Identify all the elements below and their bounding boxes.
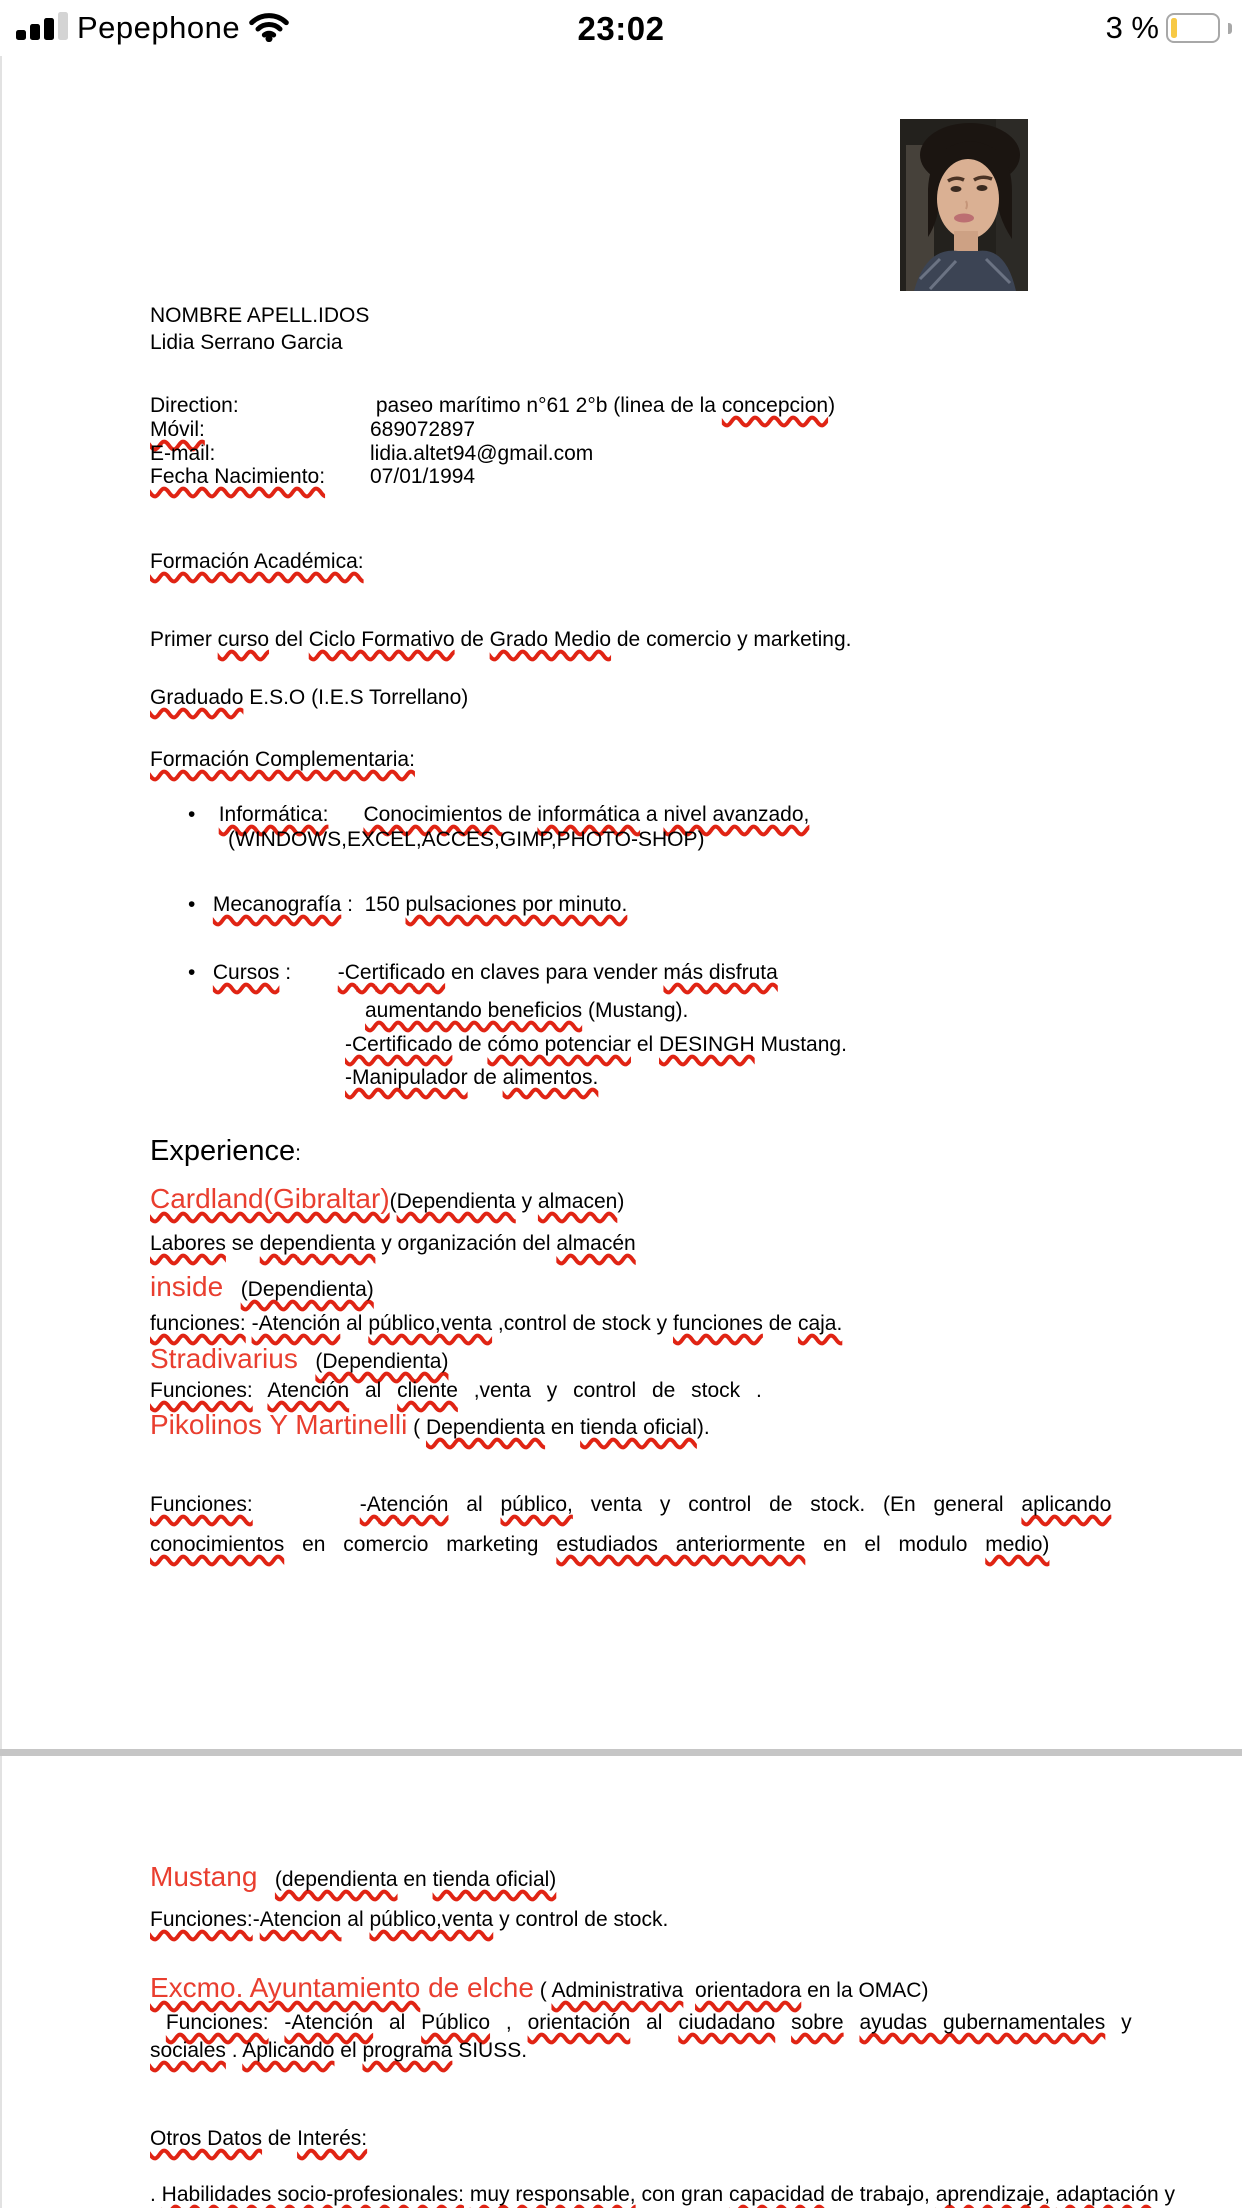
text-line xyxy=(150,1182,624,1216)
misspelled-text: orientadora xyxy=(695,1979,802,2002)
text-segment: NOMBRE APELL.IDOS xyxy=(150,304,370,327)
misspelled-text: aprendizaje, xyxy=(935,2183,1051,2206)
battery-percent: 3 % xyxy=(1105,10,1159,45)
misspelled-text: almacén xyxy=(556,1232,636,1255)
text-segment: inside xyxy=(150,1271,224,1302)
battery-cap xyxy=(1228,23,1232,34)
text-segment: • xyxy=(188,961,213,984)
misspelled-text: Interés: xyxy=(297,2127,368,2150)
text-line xyxy=(370,464,475,489)
text-segment: paseo marítimo n°61 2°b (linea de la xyxy=(370,394,722,417)
misspelled-text: aplicando xyxy=(1021,1493,1112,1516)
text-line xyxy=(370,441,593,466)
text-line xyxy=(150,417,205,442)
text-line xyxy=(188,802,809,827)
text-segment: E.S.O (I.E.S Torrellano) xyxy=(243,686,469,709)
misspelled-text: Conocimientos xyxy=(363,803,503,826)
text-segment: se xyxy=(225,1232,260,1255)
misspelled-text: sociales xyxy=(150,2039,226,2062)
misspelled-text: dependienta xyxy=(259,1232,376,1255)
text-segment: • xyxy=(188,893,213,916)
text-segment: . xyxy=(150,2183,162,2206)
text-line xyxy=(150,2182,1175,2207)
text-line xyxy=(370,417,475,442)
text-segment: (Mustang). xyxy=(582,999,689,1022)
text-segment: de elche xyxy=(420,1972,534,2003)
misspelled-text: Fecha Nacimiento: xyxy=(150,465,326,488)
text-line xyxy=(150,441,215,466)
text-segment: en comercio marketing xyxy=(284,1533,557,1556)
text-segment: de xyxy=(502,803,538,826)
misspelled-text: Aplicando xyxy=(242,2039,335,2062)
misspelled-text: medio) xyxy=(985,1533,1050,1556)
text-segment: lidia.altet94@gmail.com xyxy=(370,442,594,465)
text-line xyxy=(150,685,468,710)
text-line xyxy=(150,303,369,328)
text-segment: de trabajo, xyxy=(824,2183,936,2206)
misspelled-text: -Atención xyxy=(359,1493,449,1516)
text-line xyxy=(188,960,778,985)
misspelled-text: Funciones: xyxy=(150,1908,253,1931)
text-segment: Lidia Serrano Garcia xyxy=(150,331,343,354)
text-line xyxy=(345,1032,847,1057)
text-segment: y organización del xyxy=(375,1232,557,1255)
misspelled-text: caja. xyxy=(797,1312,843,1335)
text-segment: al xyxy=(341,1908,370,1931)
text-segment: y xyxy=(1105,2011,1132,2034)
text-segment xyxy=(223,1278,241,1301)
misspelled-text: Funciones: xyxy=(150,1379,253,1402)
text-segment: en la OMAC) xyxy=(801,1979,929,2002)
text-segment: Mustang xyxy=(150,1861,258,1892)
text-line xyxy=(150,393,239,418)
battery-fill xyxy=(1171,18,1177,38)
text-segment: - xyxy=(252,1908,260,1931)
text-line xyxy=(150,1311,842,1336)
text-segment: de xyxy=(467,1066,503,1089)
clock: 23:02 xyxy=(577,10,665,47)
misspelled-text: Funciones: xyxy=(165,2011,269,2034)
text-line xyxy=(150,464,325,489)
portrait-photo xyxy=(900,119,1028,291)
text-segment: en claves para vender xyxy=(445,961,664,984)
misspelled-text: pulsaciones por minuto. xyxy=(405,893,628,916)
misspelled-text: más disfruta xyxy=(663,961,778,984)
misspelled-text: Formación Académica: xyxy=(150,550,364,573)
misspelled-text: nivel avanzado, xyxy=(663,803,810,826)
misspelled-text: Excmo. Ayuntamiento xyxy=(150,1972,421,2003)
misspelled-text: público,venta xyxy=(369,1908,494,1931)
text-segment: Primer xyxy=(150,628,218,651)
text-segment: • xyxy=(188,803,219,826)
misspelled-text: almacen xyxy=(537,1190,618,1213)
misspelled-text: (Dependienta) xyxy=(240,1278,374,1301)
text-segment: SIUSS. xyxy=(452,2039,528,2062)
misspelled-text: Mecanografía xyxy=(212,893,342,916)
text-segment xyxy=(253,1379,268,1402)
text-segment: . xyxy=(225,2039,243,2062)
text-segment: ). xyxy=(696,1416,710,1439)
misspelled-text: Atención xyxy=(267,1379,350,1402)
misspelled-text: Grado Medio xyxy=(489,628,612,651)
misspelled-text: concepcion xyxy=(721,394,829,417)
text-segment: 689072897 xyxy=(370,418,476,441)
misspelled-text: -Atención xyxy=(251,1312,341,1335)
text-segment: en el modulo xyxy=(805,1533,986,1556)
misspelled-text: Dependienta xyxy=(396,1190,516,1213)
text-segment: ) xyxy=(617,1190,625,1213)
text-line xyxy=(150,1270,374,1304)
misspelled-text: funciones: xyxy=(150,1312,246,1335)
text-line xyxy=(150,1532,1049,1557)
text-line xyxy=(150,747,415,772)
misspelled-text: alimentos. xyxy=(502,1066,599,1089)
text-segment: de xyxy=(262,2127,298,2150)
text-segment: ,control de stock y xyxy=(492,1312,673,1335)
text-segment: al xyxy=(349,1379,398,1402)
misspelled-text: -Manipulador xyxy=(345,1066,468,1089)
misspelled-text: Otros Datos xyxy=(150,2127,263,2150)
misspelled-text: (dependienta xyxy=(274,1868,398,1891)
misspelled-text: tienda oficial xyxy=(580,1416,697,1439)
text-segment: E-mail: xyxy=(150,442,216,465)
misspelled-text: Público xyxy=(421,2011,491,2034)
misspelled-text: estudiados anteriormente xyxy=(556,1533,806,1556)
text-segment: : xyxy=(279,961,338,984)
text-line xyxy=(188,892,627,917)
battery-icon xyxy=(1166,13,1220,43)
text-segment: el xyxy=(630,1033,659,1056)
misspelled-text: informática xyxy=(537,803,641,826)
text-line xyxy=(150,627,851,652)
misspelled-text: capacidad xyxy=(729,2183,825,2206)
text-segment xyxy=(683,1979,695,2002)
text-line xyxy=(150,1907,668,1932)
text-segment xyxy=(844,2011,860,2034)
misspelled-text: Informática: xyxy=(218,803,329,826)
misspelled-text: -Certificado xyxy=(345,1033,453,1056)
misspelled-text: Labores xyxy=(150,1232,226,1255)
text-segment: Stradivarius xyxy=(150,1343,298,1374)
misspelled-text: sobre xyxy=(791,2011,844,2034)
text-segment: de xyxy=(762,1312,798,1335)
text-segment: al xyxy=(340,1312,369,1335)
misspelled-text: curso xyxy=(217,628,270,651)
misspelled-text: Funciones: xyxy=(150,1493,253,1516)
misspelled-text: público, xyxy=(500,1493,573,1516)
text-line xyxy=(365,998,688,1023)
text-segment: ) xyxy=(828,394,836,417)
text-line xyxy=(150,1971,928,2005)
text-segment: : 150 xyxy=(341,893,406,916)
text-segment: ( xyxy=(407,1416,426,1439)
text-segment: de comercio y marketing. xyxy=(611,628,852,651)
text-line xyxy=(150,1378,762,1403)
text-line xyxy=(150,1408,710,1442)
text-segment: de xyxy=(454,628,490,651)
misspelled-text: (Dependienta) xyxy=(315,1350,449,1373)
text-segment: del xyxy=(269,628,309,651)
text-segment: con gran xyxy=(635,2183,730,2206)
text-segment: a xyxy=(640,803,664,826)
text-line xyxy=(150,1492,1111,1517)
text-segment: Experience xyxy=(150,1135,296,1167)
text-segment xyxy=(328,803,363,826)
text-line xyxy=(150,1860,556,1894)
misspelled-text: Habilidades socio-profesionales: xyxy=(161,2183,465,2206)
text-segment: el xyxy=(334,2039,363,2062)
text-line xyxy=(150,2038,527,2063)
misspelled-text: Móvil: xyxy=(150,418,205,441)
misspelled-text: conocimientos xyxy=(150,1533,285,1556)
misspelled-text: orientación xyxy=(527,2011,631,2034)
text-segment: ( xyxy=(389,1190,397,1213)
text-segment: Direction: xyxy=(150,394,239,417)
text-segment xyxy=(298,1350,316,1373)
text-line xyxy=(150,2010,1132,2035)
misspelled-text: ayudas gubernamentales xyxy=(859,2011,1106,2034)
status-bar-right xyxy=(1106,0,1232,56)
misspelled-text: muy responsable, xyxy=(469,2183,636,2206)
text-segment: y control de stock. xyxy=(493,1908,669,1931)
text-segment xyxy=(253,1493,360,1516)
text-line xyxy=(228,827,704,852)
misspelled-text: Cursos xyxy=(212,961,280,984)
text-segment: ,venta y control de stock . xyxy=(457,1379,762,1402)
misspelled-text: público,venta xyxy=(368,1312,493,1335)
misspelled-text: Ciclo Formativo xyxy=(308,628,455,651)
misspelled-text: aumentando beneficios xyxy=(365,999,583,1022)
status-bar xyxy=(0,0,1242,56)
text-line xyxy=(150,330,343,355)
text-segment: (WINDOWS,EXCEL,ACCES,GIMP,PHOTO-SHOP) xyxy=(228,828,705,851)
misspelled-text: cómo potenciar xyxy=(487,1033,631,1056)
misspelled-text: Dependienta xyxy=(425,1416,546,1439)
misspelled-text: adaptación xyxy=(1055,2183,1159,2206)
text-segment: en xyxy=(397,1868,433,1891)
misspelled-text: Cardland(Gibraltar) xyxy=(150,1183,390,1214)
misspelled-text: funciones xyxy=(673,1312,763,1335)
misspelled-text: -Atención xyxy=(284,2011,374,2034)
text-segment: y xyxy=(1158,2183,1176,2206)
misspelled-text: Graduado xyxy=(150,686,244,709)
misspelled-text: Atencion xyxy=(259,1908,342,1931)
text-line xyxy=(370,393,835,418)
text-segment xyxy=(257,1868,275,1891)
misspelled-text: programa xyxy=(362,2039,453,2062)
misspelled-text: ciudadano xyxy=(678,2011,776,2034)
text-segment: venta y control de stock. (En general xyxy=(572,1493,1022,1516)
text-segment: ( xyxy=(533,1979,552,2002)
text-segment xyxy=(775,2011,791,2034)
misspelled-text: DESINGH xyxy=(659,1033,755,1056)
text-segment: de xyxy=(452,1033,488,1056)
text-line xyxy=(150,1231,636,1256)
text-line xyxy=(150,1134,301,1169)
text-line xyxy=(150,549,364,574)
text-line xyxy=(150,1342,448,1376)
misspelled-text: tienda oficial) xyxy=(432,1868,557,1891)
text-segment: , xyxy=(490,2011,528,2034)
text-segment: : xyxy=(295,1142,301,1165)
text-segment: al xyxy=(448,1493,501,1516)
misspelled-text: Administrativa xyxy=(551,1979,684,2002)
text-segment: Pikolinos Y Martinelli xyxy=(150,1409,408,1440)
text-segment: en xyxy=(545,1416,581,1439)
misspelled-text: -Certificado xyxy=(337,961,446,984)
text-segment: y xyxy=(515,1190,538,1213)
carrier-name: Pepephone xyxy=(77,10,241,45)
text-segment xyxy=(269,2011,285,2034)
text-segment: al xyxy=(630,2011,679,2034)
misspelled-text: cliente xyxy=(397,1379,458,1402)
text-segment: 07/01/1994 xyxy=(370,465,476,488)
text-segment: al xyxy=(373,2011,422,2034)
text-line xyxy=(150,2126,367,2151)
text-segment xyxy=(150,2011,166,2034)
text-line xyxy=(345,1065,598,1090)
misspelled-text: Formación Complementaria: xyxy=(150,748,415,771)
text-segment: Mustang. xyxy=(754,1033,847,1056)
